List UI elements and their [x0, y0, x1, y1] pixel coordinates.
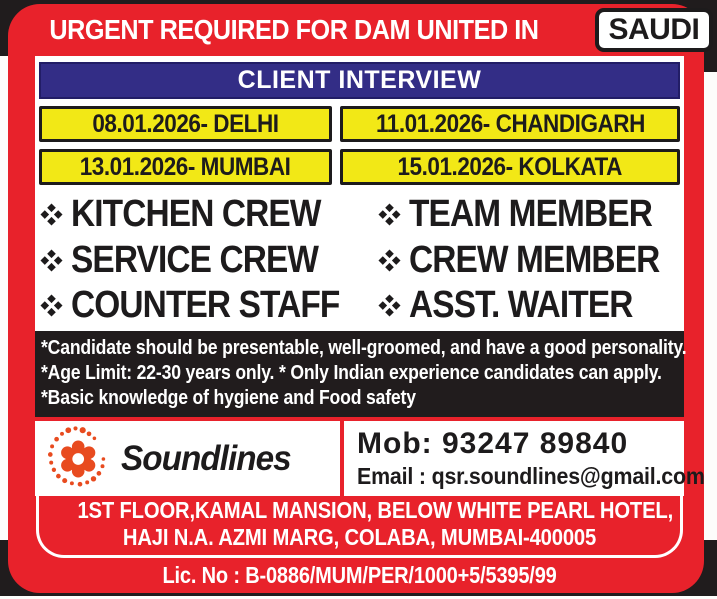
position-item: [376, 193, 694, 236]
four-diamond-bullet-icon: [40, 249, 63, 272]
header-title: URGENT REQUIRED FOR DAM UNITED IN: [49, 14, 539, 45]
positions-list: [38, 191, 681, 331]
brand-block: [35, 421, 340, 496]
contact-band: [35, 417, 705, 496]
note-line: *Age Limit: 22-30 years only. * Only Indian experience candidates can apply.: [41, 362, 662, 384]
position-item: [376, 284, 694, 327]
address-box: [36, 496, 683, 558]
position-item: [376, 239, 694, 282]
position-label: CREW MEMBER: [409, 238, 660, 281]
four-diamond-bullet-icon: [378, 249, 401, 272]
mobile-number: Mob: 93247 89840: [357, 427, 629, 460]
client-interview-banner: CLIENT INTERVIEW: [39, 62, 680, 99]
date-text: 13.01.2026- MUMBAI: [80, 152, 291, 181]
four-diamond-bullet-icon: [378, 203, 401, 226]
position-item: [38, 284, 376, 327]
header-banner: [35, 4, 700, 56]
date-text: 08.01.2026- DELHI: [92, 109, 279, 138]
country-badge: SAUDI: [595, 8, 714, 52]
address-line-2: HAJI N.A. AZMI MARG, COLABA, MUMBAI-400005: [122, 524, 597, 550]
position-item: [38, 193, 376, 236]
position-label: KITCHEN CREW: [71, 193, 321, 236]
candidate-notes-band: [35, 331, 687, 417]
date-box-chandigarh: [340, 106, 680, 142]
brand-name: Soundlines: [121, 438, 291, 478]
note-line: *Candidate should be presentable, well-groomed, and have a good personality.: [41, 337, 687, 359]
content-area: [35, 56, 705, 496]
four-diamond-bullet-icon: [40, 294, 63, 317]
position-label: TEAM MEMBER: [409, 193, 653, 236]
note-line: *Basic knowledge of hygiene and Food safety: [41, 387, 416, 409]
date-text: 11.01.2026- CHANDIGARH: [375, 109, 645, 138]
email-address: Email : qsr.soundlines@gmail.com: [357, 463, 705, 489]
date-text: 15.01.2026- KOLKATA: [397, 152, 623, 181]
date-box-delhi: [39, 106, 332, 142]
poster-frame: [8, 4, 704, 593]
address-line-1: 1ST FLOOR,KAMAL MANSION, BELOW WHITE PEARL HOTEL,: [77, 497, 674, 523]
date-box-mumbai: [39, 149, 332, 185]
four-diamond-bullet-icon: [378, 294, 401, 317]
position-label: ASST. WAITER: [409, 283, 633, 326]
footer-band: [35, 496, 684, 593]
four-diamond-bullet-icon: [40, 203, 63, 226]
interview-dates: [39, 106, 680, 185]
license-number: [35, 558, 684, 593]
soundlines-logo-icon: [43, 423, 117, 495]
position-label: SERVICE CREW: [71, 238, 319, 281]
position-label: COUNTER STAFF: [71, 283, 340, 326]
contact-info: [344, 421, 717, 496]
license-text: Lic. No : B-0886/MUM/PER/1000+5/5395/99: [162, 562, 557, 588]
date-box-kolkata: [340, 149, 680, 185]
position-item: [38, 239, 376, 282]
